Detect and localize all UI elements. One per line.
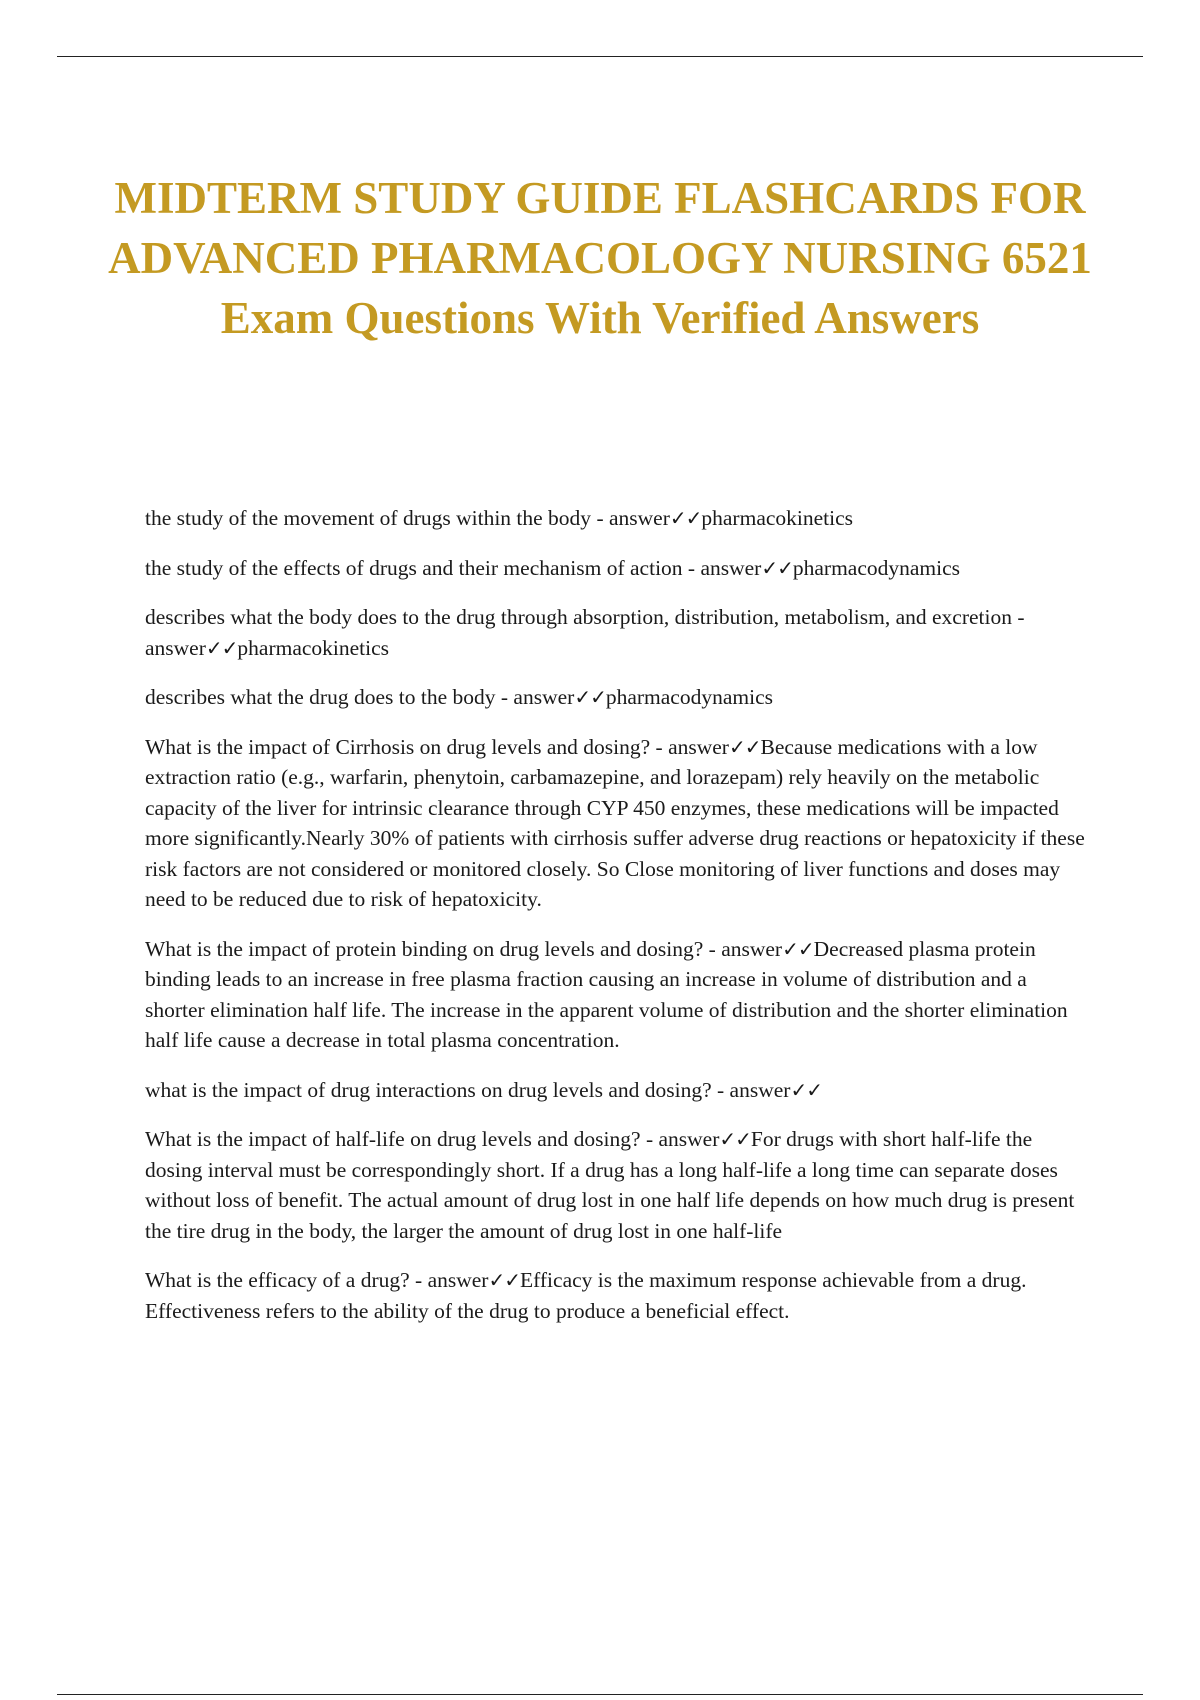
answer: pharmacokinetics	[701, 506, 854, 530]
flashcard	[145, 934, 1091, 1056]
flashcard	[145, 503, 1091, 534]
checkmark-icon: ✓✓	[728, 734, 761, 759]
flashcard	[145, 1075, 1091, 1106]
question: the study of the movement of drugs within the body	[145, 506, 592, 530]
flashcard	[145, 1265, 1091, 1326]
question: describes what the body does to the drug through absorption, distribution, metabolism, and excretion	[145, 605, 1013, 629]
question: What is the impact of half-life on drug levels and dosing?	[145, 1127, 641, 1151]
answer-separator: - answer	[711, 1077, 791, 1102]
question: What is the efficacy of a drug?	[145, 1268, 410, 1292]
answer: pharmacodynamics	[605, 685, 773, 709]
answer-separator: - answer	[650, 734, 729, 759]
checkmark-icon: ✓✓	[790, 1077, 822, 1102]
checkmark-icon: ✓✓	[488, 1268, 520, 1292]
answer: Because medications with a low extraction ratio (e.g., warfarin, phenytoin, carbamazepine, and lorazepam) rely heavily on the metabolic capacity of the liver for intrinsic clearance through CYP 450 enzymes, these medications will be impacted more significantly.Nearly 30% of patients with cirrhosis suffer adverse drug reactions or hepatoxicity if these risk factors are not considered or monitored closely. So Close monitoring of liver functions and doses may need to be reduced due to risk of hepatoxicity.	[145, 734, 1085, 911]
answer-separator: - answer	[591, 506, 670, 530]
checkmark-icon: ✓✓	[205, 635, 238, 660]
answer-separator: - answer	[703, 936, 783, 961]
bottom-rule	[57, 1694, 1143, 1695]
answer: Decreased plasma protein binding leads to an increase in free plasma fraction causing an increase in volume of distribution and a shorter elimination half life. The increase in the apparent volume of distribution and the shorter elimination half life cause a decrease in total plasma concentration.	[145, 936, 1068, 1052]
top-rule	[57, 56, 1143, 57]
checkmark-icon: ✓✓	[719, 1127, 751, 1151]
answer: pharmacodynamics	[792, 555, 961, 580]
flashcard	[145, 682, 1091, 713]
answer: Efficacy is the maximum response achievable from a drug. Effectiveness refers to the ability of the drug to produce a beneficial effect.	[145, 1268, 1027, 1323]
flashcard	[145, 602, 1091, 663]
question: What is the impact of Cirrhosis on drug levels and dosing?	[145, 734, 651, 759]
checkmark-icon: ✓✓	[574, 685, 606, 709]
flashcard	[145, 732, 1091, 915]
answer-separator: - answer	[495, 685, 575, 709]
question: what is the impact of drug interactions on drug levels and dosing?	[145, 1077, 712, 1102]
flashcard-list	[145, 503, 1091, 1345]
question: describes what the drug does to the body	[145, 685, 496, 709]
answer: pharmacokinetics	[237, 635, 390, 660]
flashcard	[145, 1124, 1091, 1246]
checkmark-icon: ✓✓	[669, 506, 702, 530]
answer-separator: - answer	[409, 1268, 489, 1292]
question: What is the impact of protein binding on drug levels and dosing?	[145, 936, 704, 961]
question: the study of the effects of drugs and their mechanism of action	[145, 555, 683, 580]
checkmark-icon: ✓✓	[782, 936, 814, 961]
answer-separator: - answer	[145, 605, 1025, 660]
answer-separator: - answer	[640, 1127, 720, 1151]
answer-separator: - answer	[682, 555, 762, 580]
flashcard	[145, 553, 1091, 584]
answer: For drugs with short half-life the dosing interval must be correspondingly short. If a drug has a long half-life a long time can separate doses without loss of benefit. The actual amount of drug lost in one half life depends on how much drug is present the tire drug in the body, the larger the amount of drug lost in one half-life	[145, 1127, 1075, 1243]
checkmark-icon: ✓✓	[761, 555, 793, 580]
document-title: MIDTERM STUDY GUIDE FLASHCARDS FOR ADVANCED PHARMACOLOGY NURSING 6521 Exam Questions With Verified Answers	[108, 173, 1092, 343]
